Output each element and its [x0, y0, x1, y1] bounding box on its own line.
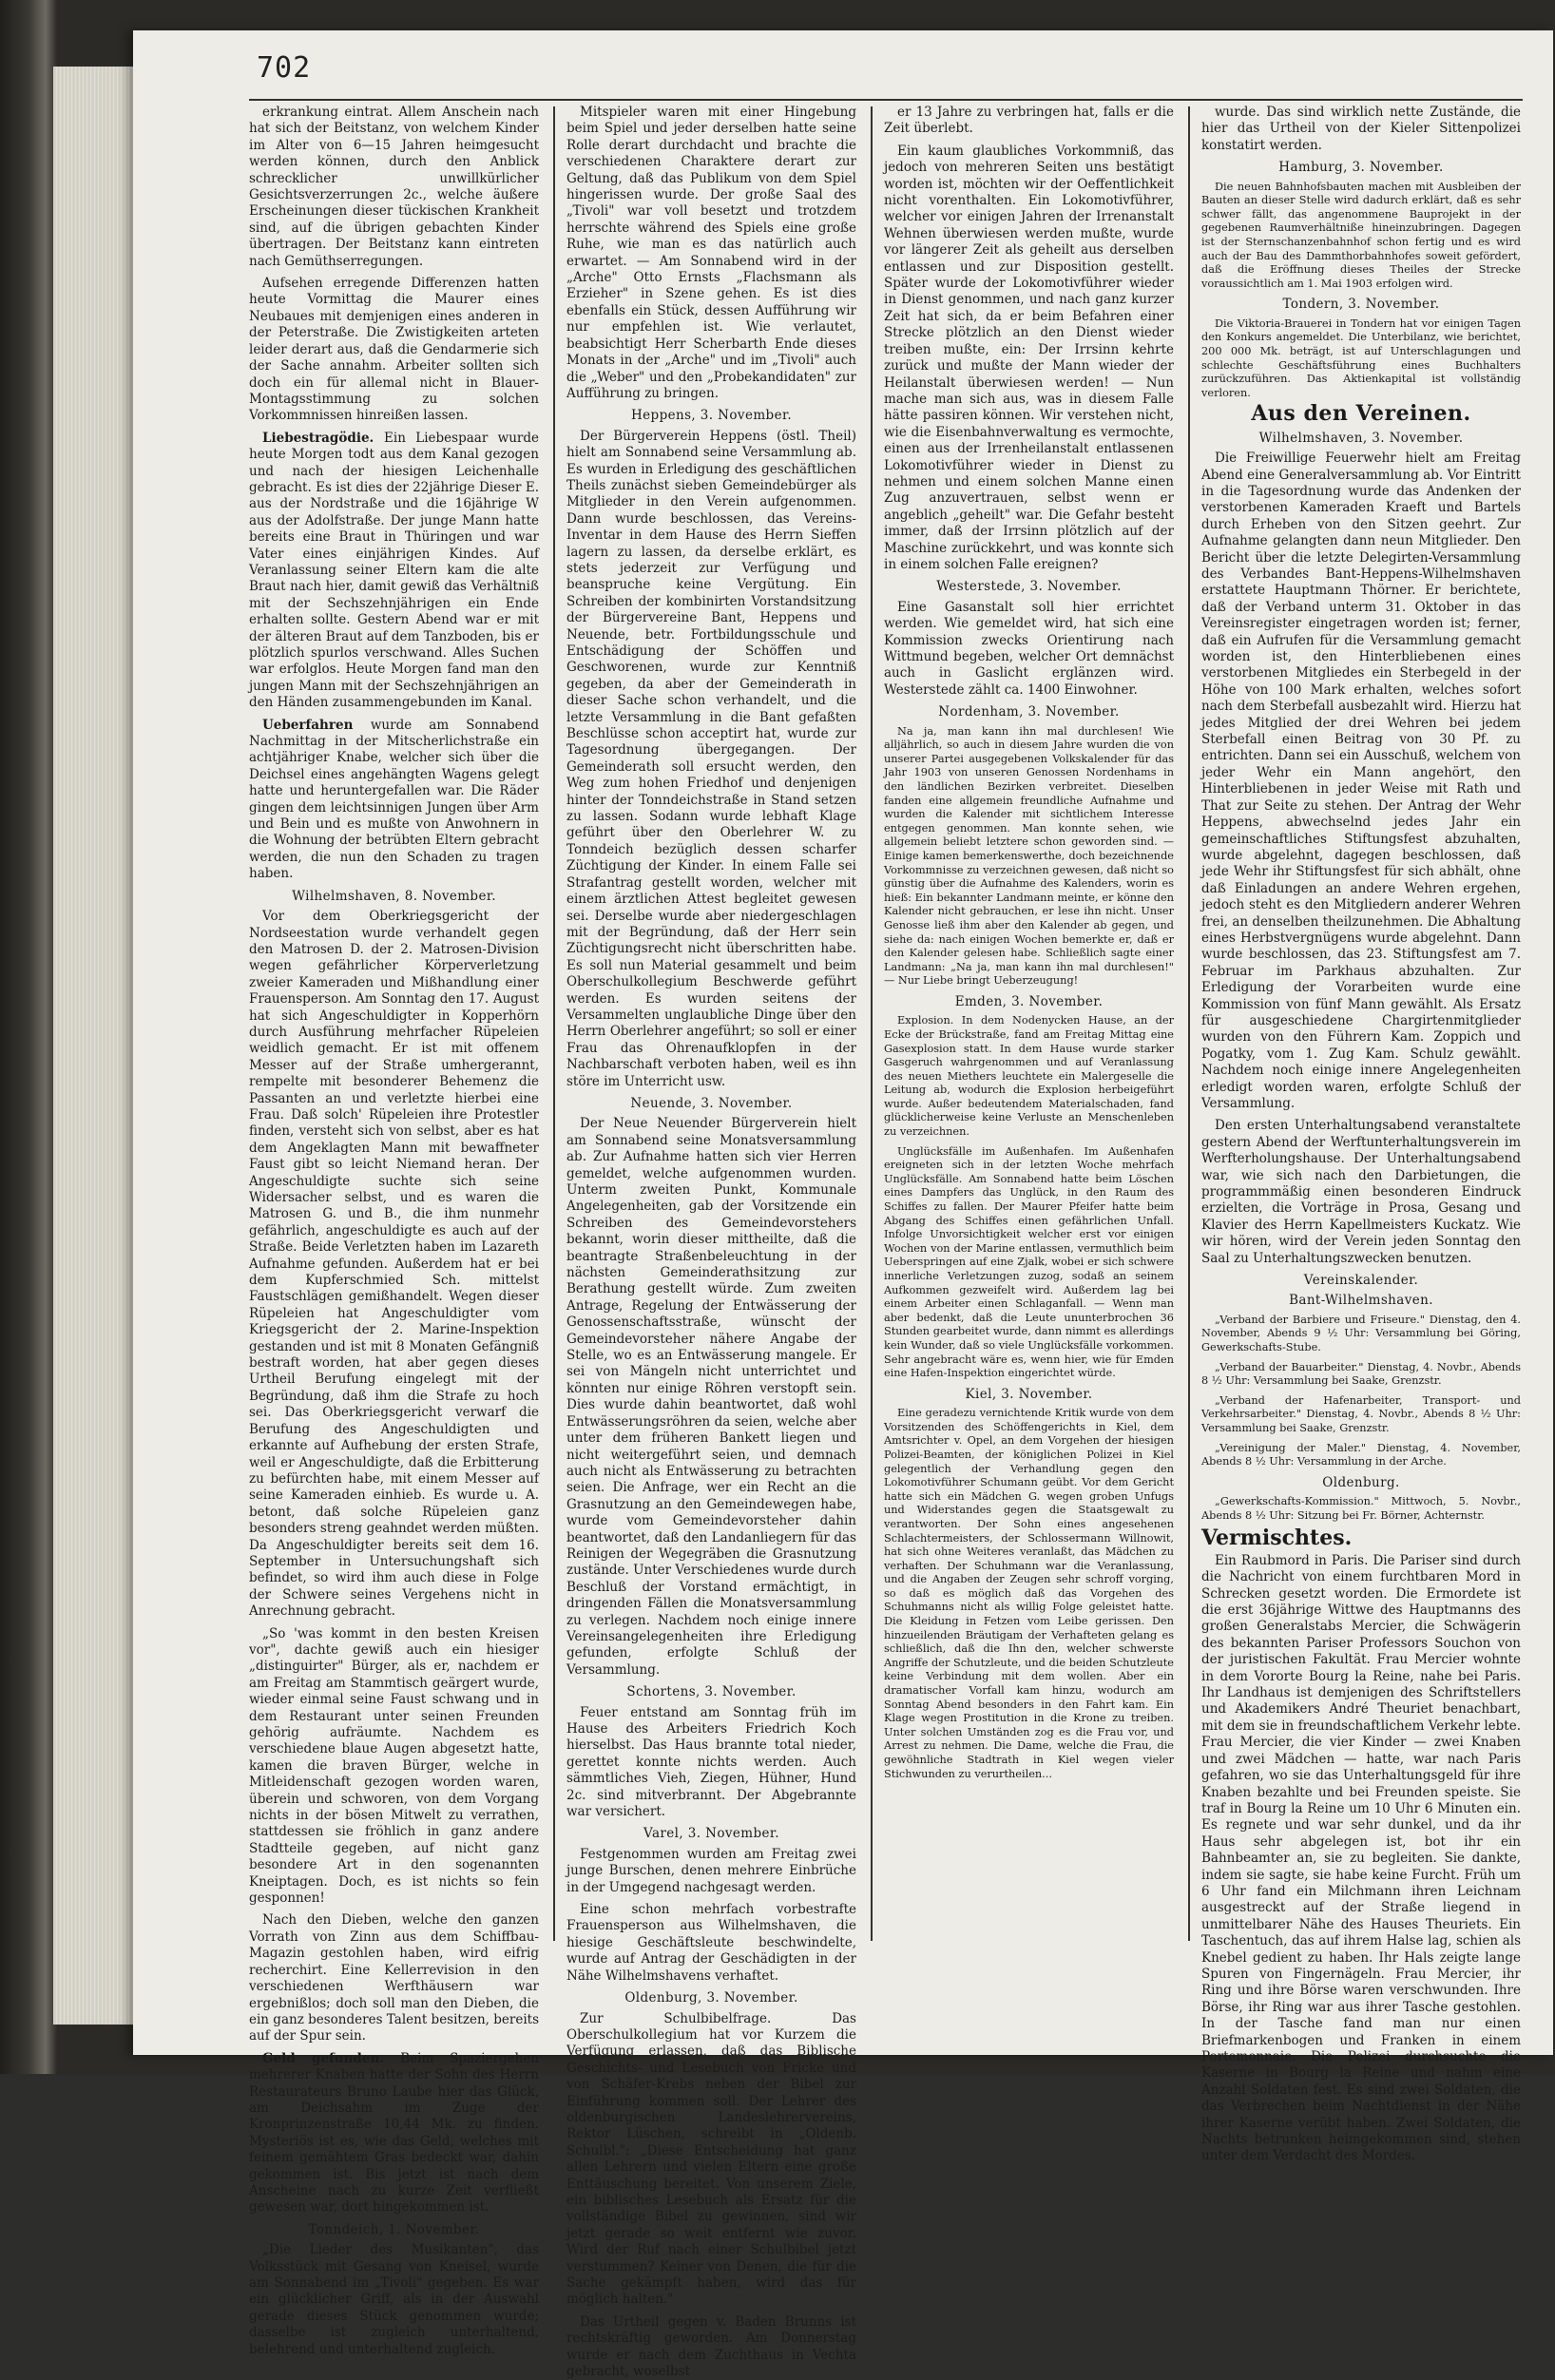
article-paragraph: Eine schon mehrfach vorbestrafte Frauensperson aus Wilhelmshaven, die hiesige Geschäftsleute beschwindelte, wurde auf Antrag der Geschädigten in der Nähe Wilhelmshavens verhaftet. [566, 1902, 856, 1984]
dateline: Tonndeich, 1. November. [308, 2221, 480, 2237]
article-paragraph: Nach den Dieben, welche den ganzen Vorrath von Zinn aus dem Schiffbau-Magazin gestohlen haben, wird eifrig recherchirt. Eine Kellerrevision in den verschiedenen Werfthäusern war ergebnißlos; doch soll man den Dieben, die ein ganz besonderes Talent besitzen, bereits auf der Spur sein. [249, 1912, 539, 2044]
dateline: Hamburg, 3. November. [1278, 160, 1444, 176]
article-paragraph: Mitspieler waren mit einer Hingebung beim Spiel und jeder derselben hatte seine Rolle derart durchdacht und brachte die verschiedenen Charaktere derart zur Geltung, daß das Publikum von dem Spiel hingerissen wurde. Der große Saal des „Tivoli" war voll besetzt und trotzdem herrschte während des Spiels eine große Ruhe, wie man es das natürlich auch erwartet. — Am Sonnabend wird in der „Arche" Otto Ernsts „Flachsmann als Erzieher" in Szene gehen. Es ist dies ebenfalls ein Stück, dessen Aufführung wir nur empfehlen ist. Wie verlautet, beabsichtigt Herr Scherbarth Ende dieses Monats in der „Arche" und im „Tivoli" auch die „Weber" und den „Probekandidaten" zur Aufführung zu bringen. [566, 105, 856, 401]
dateline: Oldenburg, 3. November. [624, 1990, 798, 2006]
article-paragraph: Der Bürgerverein Heppens (östl. Theil) hielt am Sonnabend seine Versammlung ab. Es wurden in Erledigung des geschäftlichen Theils zunächst sieben Gemeindebürger als Mitglieder in den Verein aufgenommen. Dann wurde beschlossen, das Vereins-Inventar in dem Hause des Herrn Sieffen lagern zu lassen, da derselbe erklärt, es stets jederzeit zur Verfügung und beanspruche keine Vergütung. Ein Schreiben der kombinirten Vorstandsitzung der Bürgervereine Bant, Heppens und Neuende, betr. Fortbildungsschule und Entschädigung der Schöffen und Geschworenen, wurde zur Kenntniß gegeben, da aber der Gemeinderath in dieser Sache schon verhandelt, und die letzte Versammlung in die Bant gefaßten Beschlüsse schon acceptirt hat, wurde zur Tagesordnung übergegangen. Der Gemeinderath soll ersucht werden, den Weg zum hohen Friedhof und denjenigen hinter der Tonndeichstraße in Stand setzen zu lassen. Sodann wurde lebhaft Klage geführt über den Oberlehrer W. zu Tonndeich bezüglich dessen scharfer Züchtigung der Kinder. In einem Falle sei Strafantrag gestellt worden, welcher mit einem ärztlichen Attest begleitet gewesen sei. Derselbe wurde aber niedergeschlagen mit der Begründung, daß der Herr sein Züchtigungsrecht nicht überschritten habe. Es soll nun Material gesammelt und beim Oberschulkollegium Beschwerde geführt werden. Es wurden seitens der Versammelten unglaubliche Dinge über den Herrn Oberlehrer angeführt; so soll er einer Frau das Ohrenaufklopfen in der Nachbarschaft verboten haben, weil es ihn störe im Unterricht usw. [566, 428, 856, 1089]
article-paragraph: „Die Lieder des Musikanten", das Volksstück mit Gesang von Kneisel, wurde am Sonnabend im „Tivoli" gegeben. Es war ein glücklicher Griff, als in der Auswahl gerade dieses Stück genommen wurde; dasselbe ist zugleich unterhaltend, belehrend und unterhaltend zugleich. [249, 2242, 539, 2357]
dateline: Westerstede, 3. November. [936, 579, 1122, 595]
article-paragraph: wurde. Das sind wirklich nette Zustände, die hier das Urtheil von der Kieler Sittenpolizei konstatirt werden. [1201, 105, 1521, 153]
dateline: Heppens, 3. November. [630, 408, 793, 424]
article-paragraph: Ein kaum glaubliches Vorkommniß, das jedoch von mehreren Seiten uns bestätigt worden ist, möchten wir der Oeffentlichkeit nicht vorenthalten. Ein Lokomotivführer, welcher vor einigen Jahren der Irrenanstalt Wehnen überwiesen werden mußte, wurde vor längerer Zeit als geheilt aus derselben entlassen und zur Disposition gestellt. Später wurde der Lokomotivführer wieder in Dienst genommen, und nach ganz kurzer Zeit hat sich, da er beim Befahren einer Strecke plötzlich an den Dienst wieder treiben mußte, ein: Der Irrsinn kehrte zurück und mußte der Mann wieder der Heilanstalt überwiesen werden! — Nun mache man sich aus, was in diesem Falle hätte passiren können. Wir verstehen nicht, wie die Eisenbahnverwaltung es vermochte, einen aus der Irrenheilanstalt entlassenen Lokomotivführer wieder in Dienst zu nehmen und einem solchen Manne einen Zug anzuvertrauen, selbst wenn er angeblich „geheilt" war. Die Gefahr besteht immer, daß der Irrsinn plötzlich auf der Maschine zurückkehrt, und was konnte sich in einem solchen Falle ereignen? [884, 143, 1174, 572]
dateline: Varel, 3. November. [643, 1826, 779, 1842]
article-paragraph: Den ersten Unterhaltungsabend veranstaltete gestern Abend der Werftunterhaltungsverein im Werfterholungshause. Der Unterhaltungsabend war, wie sich nach den Darbietungen, die programmmäßig einen besonderen Eindruck erzielten, die Vorträge in Prosa, Gesang und Klavier des Herrn Kapellmeisters Kuckatz. Wie wir hören, wird der Verein jeden Sonntag den Saal zu Unterhaltungszwecken benutzen. [1201, 1118, 1521, 1266]
article-paragraph: Aufsehen erregende Differenzen hatten heute Vormittag die Maurer eines Neubaues mit demjenigen eines anderen in der Peterstraße. Die Zwistigkeiten arteten leider derart aus, daß die Gendarmerie sich der Sache annahm. Arbeiter sollten sich doch ein für allemal nicht in Blauer-Montagsstimmung zu solchen Vorkommnissen hinreißen lassen. [249, 276, 539, 424]
small-print-paragraph: „Verband der Barbiere und Friseure." Dienstag, den 4. November, Abends 9 ½ Uhr: Versammlung bei Göring, Gewerkschafts-Stube. [1201, 1313, 1521, 1354]
dateline: Vereinskalender. [1303, 1273, 1419, 1289]
small-print-paragraph: Die Viktoria-Brauerei in Tondern hat vor einigen Tagen den Konkurs angemeldet. Die Unterbilanz, wie berichtet, 200 000 Mk. beträgt, ist auf Unterschlagungen und schlechte Geschäftsführung eines Buchhalters zurückzuführen. Das Aktienkapital ist vollständig verloren. [1201, 317, 1521, 399]
small-print-paragraph: „Gewerkschafts-Kommission." Mittwoch, 5. Novbr., Abends 8 ½ Uhr: Sitzung bei Fr. Börner, Achternstr. [1201, 1495, 1521, 1522]
article-kicker: Liebestragödie. [262, 430, 385, 446]
text-column-3 [884, 105, 1174, 1939]
article-paragraph: Das Urtheil gegen v. Baden Brunns ist rechtskräftig geworden. Am Donnerstag wurde er nach dem Zuchthaus in Vechta gebracht, woselbst [566, 2313, 856, 2380]
dateline: Wilhelmshaven, 3. November. [1258, 430, 1464, 446]
text-column-2 [566, 105, 856, 2380]
article-kicker: Ueberfahren [262, 717, 371, 733]
text-column-4 [1201, 105, 1521, 2164]
small-print-paragraph: „Vereinigung der Maler." Dienstag, 4. November, Abends 8 ½ Uhr: Versammlung in der Arche. [1201, 1441, 1521, 1468]
small-print-paragraph: Eine geradezu vernichtende Kritik wurde von dem Vorsitzenden des Schöffengerichts in Kiel, dem Amtsrichter v. Opel, an dem Vorgehen der hiesigen Polizei-Beamten, der königlichen Polizei in Kiel gelegentlich der Verhandlung gegen den Lokomotivführer Schumann geübt. Vor dem Gericht hatte sich ein Mädchen G. wegen groben Unfugs und Widerstandes gegen die Staatsgewalt zu verantworten. Der Sohn eines angesehenen Schlachtermeisters, der Schlossermann Willnowit, hat sich ohne Weiteres veranlaßt, das Mädchen zu verhaften. Der Schuhmann war die Veranlassung, und die Angaben der Zeugen sehr schroff vorging, so daß es möglich daß das Vorgehen des Schuhmanns nicht als willig Folge geleistet hatte. Die Kleidung in Fetzen vom Leibe gerissen. Den hinzueilenden Bräutigam der Verhafteten gelang es schließlich, daß die Ihn den, welcher schwerste Angriffe der Schutzleute, und die beiden Schutzleute keine Verbindung mit dem wollen. Aber ein dramatischer Vorfall kam hinzu, wodurch am Sonntag Abend besonders in den Fahrt kam. Ein Klage wegen Prostitution in die Krone zu treiben. Unter solchen Umständen zog es die Frau vor, und Arrest zu nehmen. Die Dame, welche die Frau, die gewöhnliche Stadtrath in Kiel wegen vieler Stichwunden zu verurtheilen... [884, 1407, 1174, 1780]
small-print-paragraph: Die neuen Bahnhofsbauten machen mit Ausbleiben der Bauten an dieser Stelle wird dadurch erklärt, daß es sehr schwer fällt, das angenommene Bauprojekt in der gegebenen Raumverhältniße hineinzubringen. Dagegen ist der Sternschanzenbahnhof schon fertig und es wird auch der Bau des Dammthorbahnhofes soweit gefördert, daß die Eröffnung dieses Theiles der Strecke voraussichtlich am 1. Mai 1903 erfolgen wird. [1201, 180, 1521, 290]
article-paragraph: Ein Raubmord in Paris. Die Pariser sind durch die Nachricht von einem furchtbaren Mord in Schrecken gesetzt worden. Die Ermordete ist die erst 36jährige Wittwe des Hauptmanns des großen Generalstabs Mercier, die Schwägerin des bekannten Pariser Professors Souchon von der juristischen Fakultät. Frau Mercier wohnte in dem Vororte Bourg la Reine, nahe bei Paris. Ihr Landhaus ist demjenigen des Schriftstellers und Akademikers André Theuriet benachbart, mit dem sie in freundschaftlichem Verkehr lebte. Frau Mercier, die vier Kinder — zwei Knaben und zwei Mädchen — hatte, war nach Paris gefahren, wo sie das Unterhaltungsgeld für ihre Knaben bezahlte und bei Freunden speiste. Sie traf in Bourg la Reine um 10 Uhr 6 Minuten ein. Es regnete und war sehr dunkel, und da ihr Haus sehr abgelegen ist, bot ihr ein Bahnbeamter an, sie zu begleiten. Sie dankte, indem sie sagte, sie habe keine Furcht. Früh um 6 Uhr fand ein Milchmann ihren Leichnam ausgestreckt auf der Straße liegend in unmittelbarer Nähe des Hauses Theuriets. Ein Taschentuch, das auf ihrem Halse lag, schien als Knebel gedient zu haben. Ihr Hals zeigte lange Spuren von Fingernägeln. Frau Mercier, ihr Ring und ihre Börse waren verschwunden. Ihre Börse, ihr Ring war aus ihrer Tasche gestohlen. In der Tasche fand man nur einen Briefmarkenbogen und Franken in einem Portemonnaie. Die Polizei durchsuchte die Kaserne in Bourg la Reine und nahm eine Anzahl Soldaten fest. Es sind zwei Soldaten, die das Verbrechen beim Nachtdienst in der Nähe ihrer Kaserne verübt haben. Zwei Soldaten, die Nachts betrunken heimgekommen sind, stehen unter dem Verdacht des Mordes. [1201, 1552, 1521, 2164]
column-rule-1 [553, 106, 555, 1941]
dateline: Emden, 3. November. [954, 993, 1104, 1009]
article-paragraph: Feuer entstand am Sonntag früh im Hause des Arbeiters Friedrich Koch hierselbst. Das Haus brannte total nieder, gerettet konnte nichts werden. Auch sämmtliches Vieh, Ziegen, Hühner, Hund 2c. sind mitverbrannt. Der Abgebrannte war versichert. [566, 1704, 856, 1820]
page-number: 702 [257, 51, 312, 85]
article-paragraph: Festgenommen wurden am Freitag zwei junge Burschen, denen mehrere Einbrüche in der Umgegend nachgesagt werden. [566, 1846, 856, 1895]
article-kicker: Geld gefunden. [262, 2050, 401, 2066]
article-paragraph: erkrankung eintrat. Allem Anschein nach hat sich der Beitstanz, von welchem Kinder im Alter von 6—15 Jahren heimgesucht werden können, durch den Anblick schrecklicher unwillkürlicher Gesichtsverzerrungen 2c., welche äußere Erscheinungen dieser tückischen Krankheit sind, auf die übrigen gebachten Kinder übertragen. Der Beitstanz kann eintreten nach Gemüthserregungen. [249, 105, 539, 269]
dateline: Kiel, 3. November. [965, 1386, 1093, 1402]
section-heading-vermischtes: Vermischtes. [1201, 1526, 1353, 1551]
text-column-1 [249, 105, 540, 2357]
small-print-paragraph: „Verband der Bauarbeiter." Dienstag, 4. Novbr., Abends 8 ½ Uhr: Versammlung bei Saake, Grenzstr. [1201, 1360, 1521, 1388]
column-rule-3 [1188, 106, 1190, 1941]
article-paragraph [249, 718, 539, 883]
dateline: Nordenham, 3. November. [938, 704, 1120, 720]
dateline: Bant-Wilhelmshaven. [1289, 1293, 1433, 1309]
article-paragraph: Die Freiwillige Feuerwehr hielt am Freitag Abend eine Generalversammlung ab. Vor Eintritt in die Tagesordnung wurde das Andenken der verstorbenen Kameraden Kraeft und Bartels durch Erheben von den Sitzen geehrt. Zur Aufnahme gelangten dann neun Mitglieder. Den Bericht über die letzte Delegirten-Versammlung des Verbandes Bant-Heppens-Wilhelmshaven erstattete Hauptmann Thörner. Er berichtete, daß der Verband unterm 31. Oktober in das Vereinsregister eingetragen worden ist; ferner, daß ein Aufrufen für die Versammlung gemacht worden ist, den Hinterbliebenen eines verstorbenen Mitgliedes ein Sterbegeld in der Höhe von 100 Mark erhalten, welches sofort nach dem Sterbefall ausbezahlt wird. Hierzu hat jedes Mitglied der drei Wehren bei jedem Sterbefall einen Beitrag von 30 Pf. zu entrichten. Dann sei ein Ausschuß, welchem von jeder Wehr ein Mann angehört, den Hinterbliebenen in jeder Weise mit Rath und That zur Seite zu stehen. Der Antrag der Wehr Heppens, abwechselnd jedes Jahr ein gemeinschaftliches Stiftungsfest abzuhalten, wurde abgelehnt, dagegen beschlossen, daß jede Wehr ihr Stiftungsfest für sich abhält, ohne daß Einladungen an andere Wehren ergehen, jedoch steht es den Mitgliedern anderer Wehren frei, an denselben theilzunehmen. Die Abhaltung eines Herbstvergnügens wurde abgelehnt. Dann wurde beschlossen, das 23. Stiftungsfest am 7. Februar im Parkhaus abzuhalten. Zur Erledigung der Vorarbeiten wurde eine Kommission von fünf Mann gewählt. Als Ersatz für ausgeschiedene Chargirtenmitglieder wurden von den Führern Kam. Zoppich und Pogatky, vom 1. Zug Kam. Schulz gewählt. Nachdem noch einige innere Angelegenheiten erledigt worden waren, erfolgte Schluß der Versammlung. [1201, 451, 1521, 1111]
article-body: wurde am Sonnabend Nachmittag in der Mitscherlichstraße ein achtjähriger Knabe, welcher sich über die Deichsel eines angehängten Wagens gelegt hatte und heruntergefallen war. Die Räder gingen dem leichtsinnigen Jungen über Arm und Bein und es mußte von Anwohnern in die Wohnung der betrübten Eltern gebracht werden, die nun den Schaden zu tragen haben. [249, 717, 539, 882]
small-print-paragraph: „Verband der Hafenarbeiter, Transport- und Verkehrsarbeiter." Dienstag, 4. Novbr., Abends 8 ½ Uhr: Versammlung bei Saake, Grenzstr. [1201, 1393, 1521, 1435]
dateline: Schortens, 3. November. [626, 1684, 797, 1700]
article-paragraph: „So 'was kommt in den besten Kreisen vor", dachte gewiß auch ein hiesiger „distinguirter" Bürger, als er, nachdem er am Freitag am Stammtisch geärgert wurde, wieder einmal seine Faust schwang und in dem Restaurant unter seinen Freunden gehörig aufräumte. Nachdem es verschiedene blaue Augen abgesetzt hatte, kamen die braven Bürger, welche in Mitleidenschaft gezogen worden waren, überein und schworen, von dem Vorgang nichts in der bösen Mitwelt zu verrathen, stattdessen sie fröhlich in ganz andere Stadtteile gegeben, auf nicht ganz besondere Art in den sogenannten Kneiptagen. Doch, es ist nichts so fein gesponnen! [249, 1625, 539, 1907]
column-rule-2 [871, 106, 873, 1941]
dateline: Neuende, 3. November. [630, 1095, 793, 1111]
article-paragraph: er 13 Jahre zu verbringen hat, falls er die Zeit überlebt. [884, 105, 1174, 137]
article-paragraph [249, 2051, 539, 2217]
article-body: Beim Spaziergehen mehrerer Knaben hatte der Sohn des Herrn Restaurateurs Bruno Laube hier das Glück, am Deichsahm im Zuge der Kronprinzenstraße 10,44 Mk. zu finden. Mysteriös ist es, wie das Geld, welches mit feinem gemähtem Gras bedeckt war, dahin gekommen ist. Bis jetzt ist nach dem Anscheine nach zu kurze Zeit verfließt gewesen war, dort hingekommen ist. [249, 2050, 539, 2216]
article-paragraph: Zur Schulbibelfrage. Das Oberschulkollegium hat vor Kurzem die Verfügung erlassen, daß das Biblische Geschichts- und Lesebuch von Fricke und von Schäfer-Krebs neben der Bibel zur Einführung kommen soll. Der Lehrer des oldenburgischen Landeslehrervereins, Rektor Lüschen, schreibt in „Oldenb. Schulbl.": „Diese Entscheidung hat ganz allen Lehrern und vielen Eltern eine große Enttäuschung bereitet. Von unserem Ziele, ein biblisches Lesebuch als Ersatz für die vollständige Bibel zu gewinnen, sind wir jetzt gerade so weit entfernt wie zuvor. Wird der Ruf nach einer Schulbibel jetzt verstummen? Keiner von Denen, die für die Sache gekämpft haben, wird das für möglich halten." [566, 2010, 856, 2308]
small-print-paragraph: Na ja, man kann ihn mal durchlesen! Wie alljährlich, so auch in diesem Jahre wurden die von unserer Partei ausgegebenen Volkskalender für das Jahr 1903 von unseren Genossen Nordenhams in den ländlichen Bezirken verbreitet. Dieselben fanden eine allgemein freundliche Aufnahme und wurden die Kalender mit sichtlichem Interesse entgegen genommen. Man konnte sehen, wie allgemein beliebt letztere schon geworden sind. — Einige kamen bemerkenswerthe, doch bezeichnende Vorkommnisse zu verzeichnen gewesen, daß nicht so günstig über die Aufnahme des Kalenders, worin es hieß: Ein bekannter Landmann meinte, er könne den Kalender nicht gebrauchen, er lese ihn nicht. Unser Genosse ließ ihm aber den Kalender ab gegen, und siehe da: nach einigen Wochen bemerkte er, daß er den Kalender gelesen habe. Schließlich sagte einer Landmann: „Na ja, man kann ihn mal durchlesen!" — Nur Liebe bringt Ueberzeugung! [884, 724, 1174, 988]
dateline: Oldenburg. [1322, 1474, 1400, 1490]
article-paragraph [249, 431, 539, 712]
article-paragraph: Eine Gasanstalt soll hier errichtet werden. Wie gemeldet wird, hat sich eine Kommission zwecks Orientirung nach Wittmund begeben, welcher Ort demnächst auch in Gaslicht erglänzen wird. Westerstede zählt ca. 1400 Einwohner. [884, 599, 1174, 698]
article-paragraph: Vor dem Oberkriegsgericht der Nordseestation wurde verhandelt gegen den Matrosen D. der 2. Matrosen-Division wegen gefährlicher Körperverletzung zweier Kameraden und Mißhandlung einer Frauensperson. Am Sonntag den 17. August hat sich Angeschuldigter in Kopperhörn durch Ausführung mehrfacher Rüpeleien weidlich gemacht. Er ist mit offenem Messer auf der Straße umhergerannt, rempelte mit besonderer Behemenz die Passanten an und verletzte hierbei eine Frau. Daß solch' Rüpeleien ihre Protestler finden, versteht sich von selbst, aber es hat dem Angeklagten Mann mit bewaffneter Faust gibt so leicht Niemand heran. Der Angeschuldigte suchte sich seine Widersacher selbst, und es waren die Matrosen G. und B., die ihm nunmehr gefährlich, angeschuldigte es auch auf der Straße. Beide Verletzten haben im Lazareth Aufnahme gefunden. Außerdem hat er bei dem Kupferschmied Sch. mittelst Faustschlägen gemißhandelt. Wegen dieser Rüpeleien hat Angeschuldigter vom Kriegsgericht der 2. Marine-Inspektion gestanden und ist mit 8 Monaten Gefängniß bestraft worden, hat aber gegen dieses Urtheil Berufung eingelegt mit der Begründung, daß ihm die Strafe zu hoch sei. Das Oberkriegsgericht verwarf die Berufung des Angeschuldigten und erkannte auf Aufhebung der ersten Strafe, weil er Angeschuldigte, daß die Erbitterung zu befürchten habe, mit einem Messer auf seine Kameraden einhieb. Es wurde u. A. betont, daß solche Rüpeleien ganz besonders streng geahndet werden müßten. Da Angeschuldigter bereits seit dem 16. September in Untersuchungshaft sich befindet, so wird ihm auch diese in Folge der Schwere seines Vergehens nicht in Anrechnung gebracht. [249, 909, 539, 1620]
small-print-paragraph: Unglücksfälle im Außenhafen. Im Außenhafen ereigneten sich in der letzten Woche mehrfach Unglücksfälle. Am Sonnabend hatte beim Löschen eines Dampfers das Unglück, in den Raum des Schiffes zu fallen. Der Maurer Pfeifer hatte beim Abgang des Schiffes einen gefährlichen Unfall. Infolge Unvorsichtigkeit welcher erst vor einigen Wochen von der Marine entlassen, vermuthlich beim Ueberspringen auf eine Zjalk, wobei er sich schwere innerliche Verletzungen zuzog, sodaß an seinem Aufkommen gezweifelt wird. Außerdem lag bei einem Arbeiter einen Schlaganfall. — Wenn man aber bedenkt, daß die Leute ununterbrochen 36 Stunden gearbeitet wurde, dann nimmt es allerdings kein Wunder, daß so viele Unglücksfälle vorkommen. Sehr angebracht wäre es, wenn hier, wie für Emden eine Hafen-Inspektion eingerichtet würde. [884, 1144, 1174, 1380]
dateline: Wilhelmshaven, 8. November. [292, 888, 496, 904]
header-rule [249, 99, 1523, 101]
dateline: Tondern, 3. November. [1282, 297, 1440, 313]
section-heading: Aus den Vereinen. [1251, 401, 1471, 427]
small-print-paragraph: Explosion. In dem Nodenycken Hause, an der Ecke der Brückstraße, fand am Freitag Mittag eine Gasexplosion statt. In dem Hause wurde starker Gasgeruch wahrgenommen und auf Veranlassung des neuen Miethers leuchtete ein Malergeselle die Leitung ab, wodurch die Explosion herbeigeführt wurde. Außer bedeutendem Materialschaden, fand glücklicherweise keine Verluste an Menschenleben zu verzeichnen. [884, 1014, 1174, 1139]
article-paragraph: Der Neue Neuender Bürgerverein hielt am Sonnabend seine Monatsversammlung ab. Zur Aufnahme hatten sich vier Herren gemeldet, welche aufgenommen wurden. Unterm zweiten Punkt, Kommunale Angelegenheiten, gab der Vorsitzende ein Schreiben des Gemeindevorstehers bekannt, worin dieser mittheilte, daß die beantragte Straßenbeleuchtung in der nächsten Gemeinderathsitzung zur Berathung gestellt würde. Zum zweiten Antrage, Regelung der Entwässerung der Genossenschaftsstraße, wünscht der Gemeindevorsteher nähere Angabe der Stelle, wo es an Entwässerung mangele. Er sei von Mängeln nicht unterrichtet und könnten nur einige Röhren verstopft sein. Dies wurde dahin beantwortet, daß wohl Entwässerungsröhren da seien, welche aber unter dem früheren Bankett liegen und nicht weitergeführt seien, und demnach auch nicht als Entwässerung zu betrachten seien. Die Anfrage, wer ein Recht an die Grasnutzung an den Gemeindewegen habe, wurde vom Gemeindevorsteher dahin beantwortet, daß den Landanliegern für das Reinigen der Wegegräben die Grasnutzung zustände. Unter Verschiedenes wurde durch Beschluß der Vorstand ermächtigt, in dringenden Fällen die Monatsversammlung zu verlegen. Nachdem noch einige innere Vereinsangelegenheiten ihre Erledigung gefunden, erfolgte Schluß der Versammlung. [566, 1116, 856, 1678]
article-body: Ein Liebespaar wurde heute Morgen todt aus dem Kanal gezogen und nach der hiesigen Leichenhalle gebracht. Es ist dies der 22jährige Dieser E. aus der Nordstraße und die 16jährige W aus der Adolfstraße. Der junge Mann hatte bereits eine Braut in Thüringen und war Vater eines einjährigen Kindes. Auf Veranlassung seiner Eltern kam die alte Braut nach hier, damit gewiß das Verhältniß mit der Sechszehnjährigen ein Ende erhalten sollte. Gestern Abend war er mit der älteren Braut auf dem Tanzboden, bis er plötzlich spurlos verschwand. Alles Suchen war erfolglos. Heute Morgen fand man den jungen Mann mit der Sechszehnjährigen an den Händen zusammengebunden im Kanal. [249, 430, 540, 711]
